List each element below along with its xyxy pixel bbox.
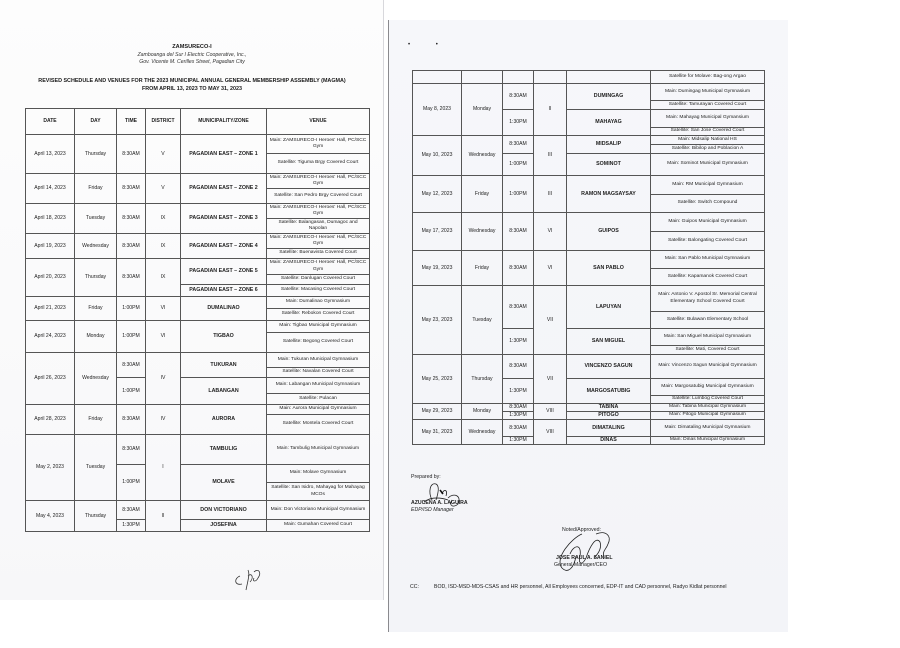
- col-header-district: DISTRICT: [146, 109, 181, 135]
- cell-date: April 28, 2023: [26, 405, 75, 435]
- cell-time: 8:30AM: [117, 234, 146, 259]
- cell-day: Monday: [462, 84, 503, 136]
- table-row: [26, 297, 370, 309]
- cell-time: 8:30AM: [117, 501, 146, 520]
- col-header-day: DAY: [75, 109, 117, 135]
- cc-distribution: [410, 584, 770, 590]
- schedule-table-page2: [412, 70, 765, 445]
- table-row: [413, 176, 765, 195]
- page-marks: • •: [408, 42, 450, 48]
- cell-venue-main: Main: Labangan Municipal Gymnasium: [267, 378, 370, 394]
- cell-day: Tuesday: [75, 435, 117, 501]
- cell-district: VIII: [534, 420, 567, 445]
- cell-date: May 2, 2023: [26, 435, 75, 501]
- cell-venue-main: Main: Pitogo Municipal Gymnasium: [651, 412, 765, 420]
- cell-municipality: PAGADIAN EAST – ZONE 6: [181, 285, 267, 297]
- cell-venue-main: Main: Guipos Municipal Gymnasium: [651, 213, 765, 232]
- cc-recipients: BOD, ISD-MSD-MDS-CSAS and HR personnel, All Employees concerned, EDP-IT and CAD personnel, Radyo Kidlat personnel: [434, 584, 727, 590]
- cell-date: May 29, 2023: [413, 404, 462, 420]
- col-header-municipality: MUNICIPALITY/ZONE: [181, 109, 267, 135]
- cell-venue-satellite: Satellite: Begong Covered Court: [267, 333, 370, 353]
- cell-venue-main: Main: Tigbao Municipal Gymnasium: [267, 321, 370, 333]
- cell-venue-satellite: Satellite: Balongating Covered Court: [651, 232, 765, 251]
- cell-venue-satellite: Satellite: Mati, Covered Court: [651, 346, 765, 355]
- cell-venue-satellite: Satellite: Macasing Covered Court: [267, 285, 370, 297]
- cell-day: Thursday: [462, 355, 503, 404]
- table-row: [26, 234, 370, 249]
- cell-venue-main: Main: Mahayag Municipal Gymansium: [651, 110, 765, 128]
- cell-day: Friday: [75, 174, 117, 204]
- cell-venue-main: Main: Dinas Municipal Gymnasium: [651, 437, 765, 445]
- cell-time: 1:00PM: [503, 154, 534, 176]
- cell-venue-main: Main: Gumahan Covered Court: [267, 520, 370, 532]
- approver-title: General Manager/CEO: [554, 562, 608, 568]
- cell-day: Thursday: [75, 135, 117, 174]
- cell-venue-main: Main: Vincenzo Sagun Municipal Gymnasium: [651, 355, 765, 379]
- cell-venue-satellite: Satellite: Montela Covered Court: [267, 415, 370, 435]
- cell-municipality: PAGADIAN EAST – ZONE 4: [181, 234, 267, 259]
- table-row: [413, 136, 765, 145]
- table-row: [26, 405, 370, 415]
- col-header-date: DATE: [26, 109, 75, 135]
- cell-municipality: DIMATALING: [567, 420, 651, 437]
- cell-day: Wednesday: [462, 213, 503, 251]
- cell-date: April 13, 2023: [26, 135, 75, 174]
- cell-municipality: SAN MIGUEL: [567, 329, 651, 355]
- col-header-venue: VENUE: [267, 109, 370, 135]
- cc-label: CC:: [410, 584, 419, 590]
- cell-venue-main: Main: Tabina Municipal Gymnasium: [651, 404, 765, 412]
- cell-district: III: [534, 136, 567, 176]
- cell-date: April 20, 2023: [26, 259, 75, 297]
- cell-date: May 8, 2023: [413, 84, 462, 136]
- cell-venue-main: Main: ZAMSURECO-I Heroes' Hall, PC/SCC Gym: [267, 174, 370, 189]
- cell-venue-main: Main: Midsalip National HS: [651, 136, 765, 145]
- cell-venue-satellite: Satellite: San Pedro Brgy Covered Court: [267, 189, 370, 204]
- cell-municipality: DUMINGAG: [567, 84, 651, 110]
- cell-municipality: RAMON MAGSAYSAY: [567, 176, 651, 213]
- prepared-by-label: Prepared by:: [411, 474, 441, 480]
- cell-date: April 21, 2023: [26, 297, 75, 321]
- cell-district: III: [534, 176, 567, 213]
- cell-venue-main: Main: ZAMSURECO-I Heroes' Hall, PC/SCC Gym: [267, 135, 370, 154]
- cell-day: Monday: [462, 404, 503, 420]
- cell-date: April 19, 2023: [26, 234, 75, 259]
- cell-municipality: MARGOSATUBIG: [567, 379, 651, 404]
- cell-municipality: GUIPOS: [567, 213, 651, 251]
- cell-venue-satellite: Satellite: San Jose Covered Court: [651, 128, 765, 136]
- approver-signature: [552, 528, 622, 578]
- cell-municipality: PAGADIAN EAST – ZONE 5: [181, 259, 267, 285]
- cell-venue-satellite: Satellite: Tamurayan Covered Court: [651, 101, 765, 110]
- cell-date: May 17, 2023: [413, 213, 462, 251]
- cell-municipality: PITOGO: [567, 412, 651, 420]
- cell-date: May 25, 2023: [413, 355, 462, 404]
- cell-district: II: [146, 501, 181, 532]
- cell-time: 8:30AM: [503, 136, 534, 154]
- table-row: [26, 204, 370, 219]
- cell-date: April 18, 2023: [26, 204, 75, 234]
- cell-venue-main: Main: Dumalinao Gymnasium: [267, 297, 370, 309]
- cell-venue-main: Main: ZAMSURECO-I Heroes' Hall, PC/SCC Gym: [267, 259, 370, 275]
- cell-venue-satellite: Satellite: Switch Compound: [651, 195, 765, 213]
- cell-municipality: LAPUYAN: [567, 286, 651, 329]
- table-row: [413, 213, 765, 232]
- cell-time: 1:00PM: [117, 378, 146, 405]
- table-row: [26, 259, 370, 275]
- cell-day: Friday: [75, 297, 117, 321]
- cell-day: Wednesday: [75, 353, 117, 405]
- cell-time: 8:30AM: [117, 204, 146, 234]
- cell-municipality: TIGBAO: [181, 321, 267, 353]
- cell-time: 1:30PM: [503, 329, 534, 355]
- table-row: [413, 355, 765, 379]
- cell-venue-main: Main: RM Municipal Gymnasium: [651, 176, 765, 195]
- cell-venue-main: Main: San Pablo Municipal Gymnasium: [651, 251, 765, 269]
- cell-venue-satellite: Satellite: Balangasan, Dumagoc and Napolan: [267, 219, 370, 234]
- cell-time: 8:30AM: [117, 435, 146, 465]
- org-name: ZAMSURECO-I: [172, 44, 212, 50]
- cell-day: Monday: [75, 321, 117, 353]
- cell-day: Thursday: [75, 501, 117, 532]
- cell-municipality: DUMALINAO: [181, 297, 267, 321]
- table-row: [26, 174, 370, 189]
- cell-date: April 26, 2023: [26, 353, 75, 405]
- cell-date: May 4, 2023: [26, 501, 75, 532]
- cell-municipality: LABANGAN: [181, 378, 267, 405]
- table-row: [26, 135, 370, 154]
- cell-time: 1:00PM: [117, 297, 146, 321]
- cell-district: VI: [146, 297, 181, 321]
- approver-name: JOSE RAUL A. SANIEL: [556, 555, 613, 561]
- table-row: [26, 501, 370, 520]
- cell-district: V: [146, 174, 181, 204]
- cell-venue-main: Main: Antonio V. Apostol Sr. Memorial Central Elementary School Covered Court: [651, 286, 765, 312]
- cell-day: Thursday: [75, 259, 117, 297]
- cell-district: IV: [146, 353, 181, 405]
- cell-venue-main: Main: Tambulig Municipal Gymnasium: [267, 435, 370, 465]
- cell-venue-main: Main: ZAMSURECO-I Heroes' Hall, PC/SCC Gym: [267, 234, 370, 249]
- cell-district: IX: [146, 259, 181, 297]
- document-subtitle: FROM APRIL 13, 2023 TO MAY 31, 2023: [142, 86, 242, 92]
- cell-time: 1:00PM: [117, 321, 146, 353]
- cell-time: 8:30AM: [503, 286, 534, 329]
- cell-venue-satellite: Satellite: San Isidro, Mahayag for Mahayag MCOs: [267, 483, 370, 501]
- table-row: [26, 353, 370, 368]
- org-fullname: Zamboanga del Sur I Electric Cooperative, Inc.,: [137, 52, 247, 58]
- cell-district: V: [146, 135, 181, 174]
- org-address: Gov. Vicente M. Cerilles Street, Pagadian City: [139, 59, 245, 65]
- cell-time: 8:30AM: [503, 251, 534, 286]
- cell-municipality: SOMINOT: [567, 154, 651, 176]
- cell-venue-satellite: Satellite: Bibilop and Poblacion A: [651, 145, 765, 154]
- cell-venue-main: Main: ZAMSURECO-I Heroes' Hall, PC/SCC Gym: [267, 204, 370, 219]
- cell-municipality: MOLAVE: [181, 465, 267, 501]
- cell-venue-main: Main: Tukuran Municipal Gymnasium: [267, 353, 370, 368]
- table-row: [413, 286, 765, 312]
- cell-district: I: [146, 435, 181, 501]
- cell-time: 8:30AM: [503, 420, 534, 437]
- cell-venue-satellite: Satellite: Bulawan Elementary School: [651, 312, 765, 329]
- cell-time: 8:30AM: [117, 353, 146, 378]
- cell-venue-satellite: Satellite: Navalan Covered Court: [267, 368, 370, 378]
- cell-day: Tuesday: [462, 286, 503, 355]
- cell-venue-satellite: Satellite: Pulacan: [267, 394, 370, 405]
- preparer-signature: [418, 478, 478, 512]
- cell-venue-satellite: Satellite: Buenavista Covered Court: [267, 249, 370, 259]
- col-header-time: TIME: [117, 109, 146, 135]
- cell-time: 8:30AM: [503, 404, 534, 412]
- cell-day: Friday: [462, 176, 503, 213]
- cell-time: 1:30PM: [503, 412, 534, 420]
- cell-venue-main: Main: Molave Gymnasium: [267, 465, 370, 483]
- cell-day: Friday: [75, 405, 117, 435]
- cell-district: VI: [534, 251, 567, 286]
- cell-municipality: TAMBULIG: [181, 435, 267, 465]
- cell-municipality: JOSEFINA: [181, 520, 267, 532]
- cell-municipality: DON VICTORIANO: [181, 501, 267, 520]
- cell-time: 8:30AM: [117, 174, 146, 204]
- cell-venue-satellite: Satellite: Rebokon Covered Court: [267, 309, 370, 321]
- cell-municipality: PAGADIAN EAST – ZONE 1: [181, 135, 267, 174]
- cell-district: VIII: [534, 404, 567, 420]
- cell-district: VII: [534, 286, 567, 355]
- cell-date: April 24, 2023: [26, 321, 75, 353]
- document-title: REVISED SCHEDULE AND VENUES FOR THE 2023 MUNICIPAL ANNUAL GENERAL MEMBERSHIP ASSEMBLY (MAGMA): [38, 78, 346, 84]
- cell-time: 8:30AM: [503, 355, 534, 379]
- cell-municipality: TABINA: [567, 404, 651, 412]
- cell-district: IX: [146, 234, 181, 259]
- cell-day: Wednesday: [75, 234, 117, 259]
- cell-venue-main: Main: Sominot Municipal Gymnasium: [651, 154, 765, 176]
- cell-municipality: DINAS: [567, 437, 651, 445]
- cell-municipality: TUKURAN: [181, 353, 267, 378]
- cell-municipality: PAGADIAN EAST – ZONE 2: [181, 174, 267, 204]
- cell-day: Wednesday: [462, 136, 503, 176]
- cell-municipality: MIDSALIP: [567, 136, 651, 154]
- cell-municipality: SAN PABLO: [567, 251, 651, 286]
- table-header-row: [26, 109, 370, 135]
- cell-venue-main: Main: Don Victoriano Municipal Gymnasium: [267, 501, 370, 520]
- cell-day: Friday: [462, 251, 503, 286]
- cell-municipality: VINCENZO SAGUN: [567, 355, 651, 379]
- initials-signature: [232, 566, 272, 596]
- cell-time: 8:30AM: [503, 84, 534, 110]
- table-row: [26, 321, 370, 333]
- cell-municipality: AURORA: [181, 405, 267, 435]
- cell-day: Wednesday: [462, 420, 503, 445]
- cell-venue-satellite: Satellite: Lumbog Covered Court: [651, 396, 765, 404]
- cell-venue-main: Main: Dimataling Municipal Gymnasium: [651, 420, 765, 437]
- cell-date: May 23, 2023: [413, 286, 462, 355]
- cell-time: 8:30AM: [117, 405, 146, 435]
- cell-venue-satellite: Satellite: Danlugan Covered Court: [267, 275, 370, 285]
- document-page-1: [0, 0, 384, 600]
- cell-district: VI: [534, 213, 567, 251]
- cell-venue-main: Main: Aurora Municipal Gymnasium: [267, 405, 370, 415]
- cell-date: April 14, 2023: [26, 174, 75, 204]
- cell-venue-main: Main: Dumingag Municipal Gymnasium: [651, 84, 765, 101]
- cell-district: IX: [146, 204, 181, 234]
- cell-district: VII: [534, 355, 567, 404]
- cell-date: May 12, 2023: [413, 176, 462, 213]
- cell-time: 8:30AM: [117, 135, 146, 174]
- cell-time: 1:30PM: [503, 110, 534, 136]
- cell-date: May 19, 2023: [413, 251, 462, 286]
- cell-time: 1:00PM: [503, 176, 534, 213]
- prepared-by-title: EDP/ISD Manager: [411, 507, 454, 513]
- cell-time: 1:30PM: [117, 520, 146, 532]
- table-row-continued: [413, 71, 765, 84]
- cell-time: 1:00PM: [117, 465, 146, 501]
- cell-venue-main: Main: San Miguel Municipal Gymnasium: [651, 329, 765, 346]
- cell-time: 1:30PM: [503, 437, 534, 445]
- cell-time: 8:30AM: [503, 213, 534, 251]
- cell-district: II: [534, 84, 567, 136]
- cell-time: 1:30PM: [503, 379, 534, 404]
- cell-venue-satellite: Satellite for Molave: Bag-ong Argao: [651, 71, 765, 84]
- cell-date: May 10, 2023: [413, 136, 462, 176]
- cell-district: VI: [146, 321, 181, 353]
- cell-time: 8:30AM: [117, 259, 146, 297]
- noted-approved-label: Noted/Approved:: [562, 527, 601, 533]
- table-row: [413, 251, 765, 269]
- cell-day: Tuesday: [75, 204, 117, 234]
- table-row: [413, 404, 765, 412]
- prepared-by-name: AZUCENA A. LAGUIRA: [411, 500, 468, 506]
- cell-venue-main: Main: Margosatubig Municipal Gymnasium: [651, 379, 765, 396]
- table-row: [413, 420, 765, 437]
- table-row: [26, 435, 370, 465]
- cell-district: IV: [146, 405, 181, 435]
- cell-date: May 31, 2023: [413, 420, 462, 445]
- table-row: [413, 84, 765, 101]
- schedule-table-page1: [25, 108, 370, 532]
- cell-venue-satellite: Satellite: Tiguma Brgy Covered Court: [267, 154, 370, 174]
- cell-venue-satellite: Satellite: Kapamanok Covered Court: [651, 269, 765, 286]
- cell-municipality: PAGADIAN EAST – ZONE 3: [181, 204, 267, 234]
- cell-municipality: MAHAYAG: [567, 110, 651, 136]
